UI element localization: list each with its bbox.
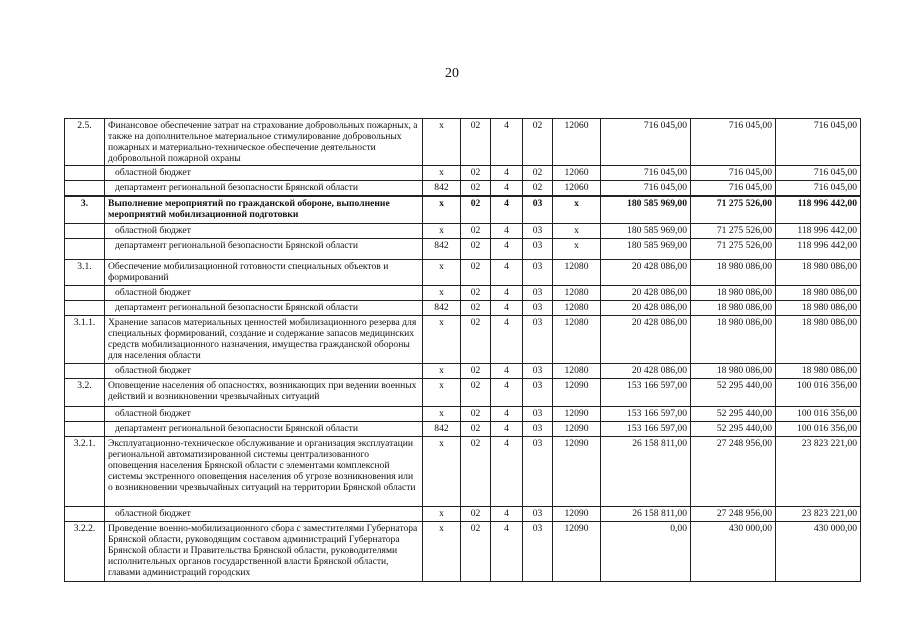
code-cell: 02 (523, 166, 553, 181)
code-cell: 02 (461, 364, 491, 379)
code-cell: 12060 (553, 181, 601, 196)
code-cell: х (423, 119, 461, 166)
table-row (65, 286, 861, 301)
amount-cell: 180 585 969,00 (601, 224, 691, 239)
amount-cell: 20 428 086,00 (601, 260, 691, 286)
amount-cell: 430 000,00 (776, 522, 861, 582)
amount-cell: 18 980 086,00 (776, 364, 861, 379)
row-name-cell: областной бюджет (105, 407, 423, 422)
amount-cell: 716 045,00 (691, 119, 776, 166)
amount-cell: 18 980 086,00 (691, 316, 776, 364)
code-cell: 12080 (553, 301, 601, 316)
row-number-cell: 3.1. (65, 260, 105, 286)
code-cell: 4 (491, 364, 523, 379)
table-row (65, 379, 861, 407)
amount-cell: 153 166 597,00 (601, 407, 691, 422)
code-cell: 4 (491, 422, 523, 437)
code-cell: 12090 (553, 407, 601, 422)
amount-cell: 180 585 969,00 (601, 239, 691, 260)
code-cell: 02 (461, 301, 491, 316)
code-cell: 842 (423, 422, 461, 437)
table-row (65, 316, 861, 364)
row-number-cell (65, 239, 105, 260)
code-cell: 12090 (553, 437, 601, 507)
table-row (65, 407, 861, 422)
amount-cell: 18 980 086,00 (776, 301, 861, 316)
table-row (65, 437, 861, 507)
amount-cell: 100 016 356,00 (776, 407, 861, 422)
amount-cell: 18 980 086,00 (691, 364, 776, 379)
amount-cell: 0,00 (601, 522, 691, 582)
code-cell: 02 (461, 166, 491, 181)
code-cell: 12060 (553, 119, 601, 166)
amount-cell: 20 428 086,00 (601, 301, 691, 316)
amount-cell: 118 996 442,00 (776, 196, 861, 224)
row-name-cell: областной бюджет (105, 286, 423, 301)
row-number-cell: 3.1.1. (65, 316, 105, 364)
code-cell: 02 (461, 422, 491, 437)
code-cell: 03 (523, 196, 553, 224)
amount-cell: 18 980 086,00 (776, 260, 861, 286)
amount-cell: 18 980 086,00 (691, 286, 776, 301)
code-cell: 02 (461, 224, 491, 239)
row-name-cell: департамент региональной безопасности Брянской области (105, 181, 423, 196)
table-row (65, 119, 861, 166)
table-row (65, 364, 861, 379)
code-cell: х (423, 260, 461, 286)
code-cell: 02 (461, 437, 491, 507)
code-cell: 03 (523, 301, 553, 316)
amount-cell: 71 275 526,00 (691, 224, 776, 239)
code-cell: 03 (523, 407, 553, 422)
row-name-cell: областной бюджет (105, 166, 423, 181)
table-row (65, 181, 861, 196)
code-cell: 02 (461, 316, 491, 364)
code-cell: 4 (491, 181, 523, 196)
code-cell: 4 (491, 119, 523, 166)
row-number-cell: 2.5. (65, 119, 105, 166)
code-cell: х (423, 224, 461, 239)
amount-cell: 716 045,00 (691, 166, 776, 181)
code-cell: 12090 (553, 379, 601, 407)
amount-cell: 180 585 969,00 (601, 196, 691, 224)
code-cell: 4 (491, 507, 523, 522)
amount-cell: 716 045,00 (776, 166, 861, 181)
amount-cell: 23 823 221,00 (776, 507, 861, 522)
amount-cell: 118 996 442,00 (776, 224, 861, 239)
code-cell: 12090 (553, 522, 601, 582)
code-cell: 12090 (553, 422, 601, 437)
amount-cell: 52 295 440,00 (691, 422, 776, 437)
row-name-cell: областной бюджет (105, 507, 423, 522)
code-cell: х (423, 286, 461, 301)
row-number-cell (65, 364, 105, 379)
code-cell: 12080 (553, 316, 601, 364)
row-number-cell (65, 422, 105, 437)
code-cell: х (423, 407, 461, 422)
row-name-cell: Финансовое обеспечение затрат на страхование добровольных пожарных, а также на дополнительное материальное стимулирование добровольных пожарных и материально-техническое обеспечение деятельности добровольной пожарной охраны (105, 119, 423, 166)
row-number-cell (65, 301, 105, 316)
code-cell: х (423, 364, 461, 379)
amount-cell: 71 275 526,00 (691, 239, 776, 260)
code-cell: 4 (491, 260, 523, 286)
code-cell: 4 (491, 239, 523, 260)
table-row (65, 239, 861, 260)
code-cell: 12060 (553, 166, 601, 181)
code-cell: х (423, 437, 461, 507)
amount-cell: 18 980 086,00 (776, 286, 861, 301)
row-name-cell: департамент региональной безопасности Брянской области (105, 239, 423, 260)
row-name-cell: Хранение запасов материальных ценностей мобилизационного резерва для специальных формирований, создание и содержание запасов медицинских средств мобилизационного назначения, имущества гражданской обороны для населения области (105, 316, 423, 364)
amount-cell: 716 045,00 (776, 181, 861, 196)
row-name-cell: областной бюджет (105, 364, 423, 379)
code-cell: 4 (491, 437, 523, 507)
code-cell: 842 (423, 301, 461, 316)
code-cell: 12080 (553, 286, 601, 301)
budget-table (64, 118, 861, 582)
code-cell: 02 (461, 181, 491, 196)
code-cell: 03 (523, 522, 553, 582)
amount-cell: 716 045,00 (601, 181, 691, 196)
amount-cell: 20 428 086,00 (601, 364, 691, 379)
row-name-cell: департамент региональной безопасности Брянской области (105, 301, 423, 316)
table-row (65, 260, 861, 286)
amount-cell: 26 158 811,00 (601, 507, 691, 522)
code-cell: х (553, 224, 601, 239)
row-number-cell: 3.2.1. (65, 437, 105, 507)
code-cell: 03 (523, 507, 553, 522)
amount-cell: 100 016 356,00 (776, 422, 861, 437)
table-row (65, 422, 861, 437)
amount-cell: 27 248 956,00 (691, 507, 776, 522)
row-name-cell: Выполнение мероприятий по гражданской обороне, выполнение мероприятий мобилизационной подготовки (105, 196, 423, 224)
row-name-cell: департамент региональной безопасности Брянской области (105, 422, 423, 437)
amount-cell: 18 980 086,00 (776, 316, 861, 364)
page-number: 20 (445, 66, 459, 81)
row-number-cell (65, 224, 105, 239)
table-row (65, 507, 861, 522)
code-cell: х (423, 507, 461, 522)
code-cell: 12090 (553, 507, 601, 522)
code-cell: 03 (523, 364, 553, 379)
code-cell: 4 (491, 316, 523, 364)
code-cell: 03 (523, 224, 553, 239)
code-cell: 02 (523, 119, 553, 166)
code-cell: 4 (491, 379, 523, 407)
code-cell: 03 (523, 316, 553, 364)
amount-cell: 716 045,00 (776, 119, 861, 166)
row-number-cell: 3.2. (65, 379, 105, 407)
code-cell: 03 (523, 437, 553, 507)
amount-cell: 716 045,00 (601, 119, 691, 166)
code-cell: 4 (491, 301, 523, 316)
code-cell: х (553, 239, 601, 260)
code-cell: 4 (491, 522, 523, 582)
amount-cell: 18 980 086,00 (691, 301, 776, 316)
row-name-cell: Обеспечение мобилизационной готовности специальных объектов и формирований (105, 260, 423, 286)
code-cell: 4 (491, 196, 523, 224)
row-number-cell (65, 166, 105, 181)
code-cell: х (423, 196, 461, 224)
amount-cell: 18 980 086,00 (691, 260, 776, 286)
amount-cell: 100 016 356,00 (776, 379, 861, 407)
row-number-cell (65, 286, 105, 301)
code-cell: 842 (423, 239, 461, 260)
code-cell: 03 (523, 260, 553, 286)
code-cell: 03 (523, 422, 553, 437)
code-cell: 02 (461, 119, 491, 166)
amount-cell: 20 428 086,00 (601, 286, 691, 301)
amount-cell: 153 166 597,00 (601, 379, 691, 407)
amount-cell: 23 823 221,00 (776, 437, 861, 507)
code-cell: 03 (523, 286, 553, 301)
row-number-cell (65, 507, 105, 522)
code-cell: 4 (491, 407, 523, 422)
code-cell: х (423, 379, 461, 407)
table-row (65, 196, 861, 224)
code-cell: 03 (523, 239, 553, 260)
row-number-cell: 3.2.2. (65, 522, 105, 582)
code-cell: 12080 (553, 260, 601, 286)
code-cell: 02 (461, 407, 491, 422)
code-cell: 02 (523, 181, 553, 196)
row-name-cell: Проведение военно-мобилизационного сбора с заместителями Губернатора Брянской области, руководящим составом администраций Губернатора Брянской области и Правительства Брянской области, руководителями исполнительных органов государственной власти Брянской области, главами администраций городских (105, 522, 423, 582)
code-cell: 02 (461, 522, 491, 582)
amount-cell: 52 295 440,00 (691, 407, 776, 422)
amount-cell: 716 045,00 (691, 181, 776, 196)
code-cell: 4 (491, 166, 523, 181)
row-number-cell (65, 407, 105, 422)
code-cell: 02 (461, 196, 491, 224)
code-cell: 842 (423, 181, 461, 196)
amount-cell: 52 295 440,00 (691, 379, 776, 407)
code-cell: 4 (491, 286, 523, 301)
row-name-cell: областной бюджет (105, 224, 423, 239)
code-cell: х (423, 522, 461, 582)
code-cell: х (423, 166, 461, 181)
amount-cell: 27 248 956,00 (691, 437, 776, 507)
code-cell: х (423, 316, 461, 364)
table-row (65, 166, 861, 181)
amount-cell: 716 045,00 (601, 166, 691, 181)
row-name-cell: Эксплуатационно-техническое обслуживание и организация эксплуатации региональной автоматизированной системы централизованного оповещения населения Брянской области с элементами комплексной системы экстренного оповещения населения об угрозе возникновения или о возникновении чрезвычайных ситуаций на территории Брянской области (105, 437, 423, 507)
table-row (65, 224, 861, 239)
code-cell: 02 (461, 260, 491, 286)
code-cell: 02 (461, 379, 491, 407)
code-cell: 02 (461, 286, 491, 301)
table-row (65, 522, 861, 582)
row-name-cell: Оповещение населения об опасностях, возникающих при ведении военных действий и возникновении чрезвычайных ситуаций (105, 379, 423, 407)
code-cell: 02 (461, 507, 491, 522)
code-cell: 12080 (553, 364, 601, 379)
code-cell: х (553, 196, 601, 224)
row-number-cell (65, 181, 105, 196)
table-row (65, 301, 861, 316)
row-number-cell: 3. (65, 196, 105, 224)
code-cell: 02 (461, 239, 491, 260)
amount-cell: 26 158 811,00 (601, 437, 691, 507)
code-cell: 03 (523, 379, 553, 407)
code-cell: 4 (491, 224, 523, 239)
amount-cell: 430 000,00 (691, 522, 776, 582)
amount-cell: 118 996 442,00 (776, 239, 861, 260)
amount-cell: 20 428 086,00 (601, 316, 691, 364)
amount-cell: 153 166 597,00 (601, 422, 691, 437)
amount-cell: 71 275 526,00 (691, 196, 776, 224)
